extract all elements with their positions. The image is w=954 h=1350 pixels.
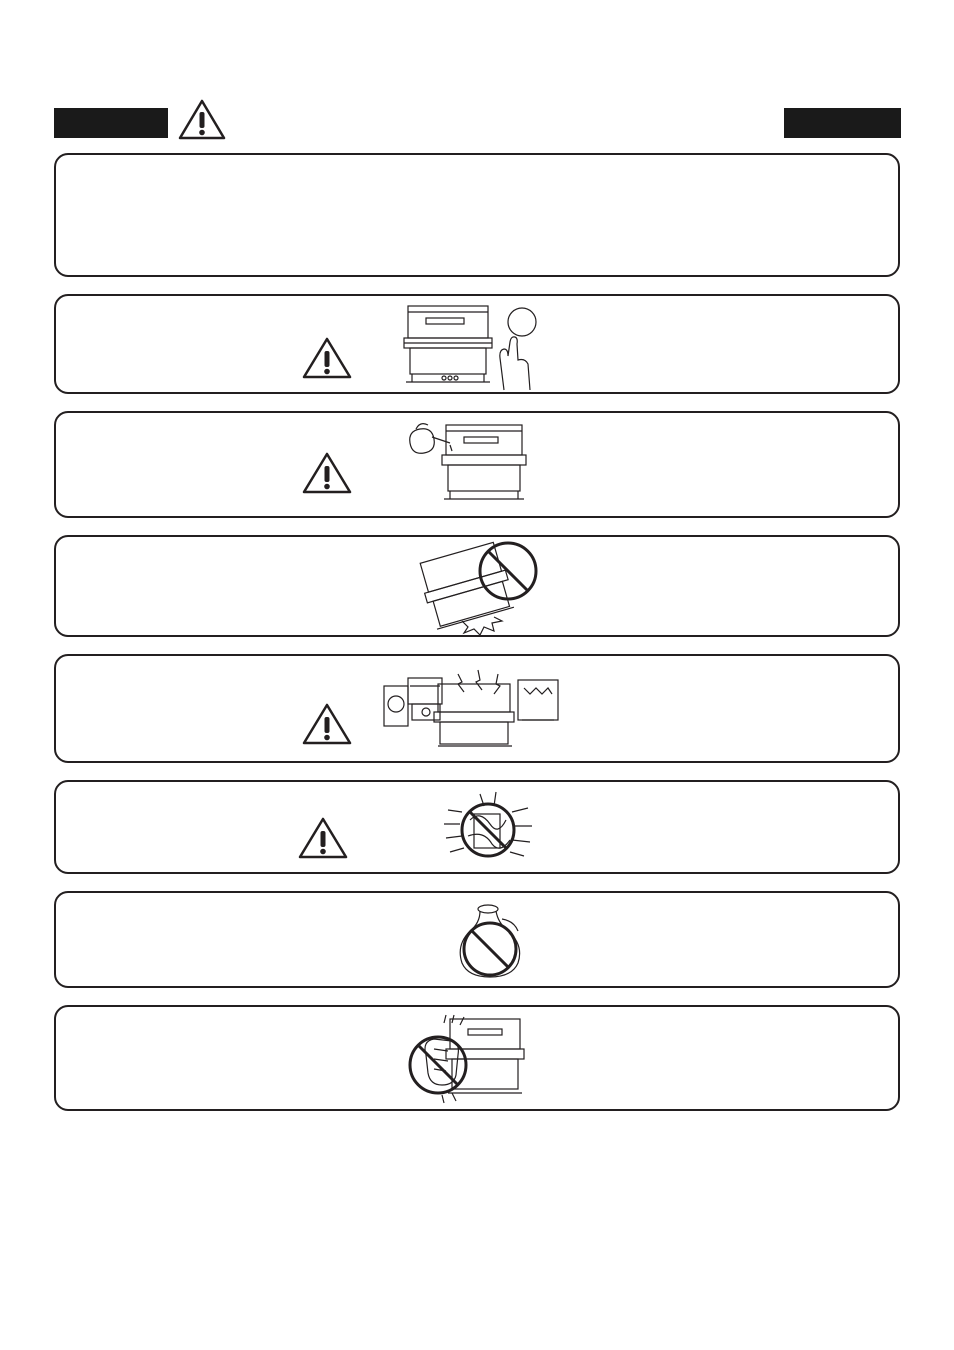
header-bar-right bbox=[784, 108, 901, 138]
warning-triangle-icon bbox=[302, 336, 352, 380]
safety-item-heat-humidity bbox=[54, 780, 900, 874]
safety-item-electronics-nearby bbox=[54, 654, 900, 763]
piano-falling-prohibited-icon bbox=[416, 541, 540, 637]
piano-with-hand-icon bbox=[400, 302, 538, 390]
safety-item-open-cabinet bbox=[54, 294, 900, 394]
piano-with-watering-can-icon bbox=[406, 421, 530, 507]
warning-triangle-icon bbox=[298, 816, 348, 860]
header-bar-left bbox=[54, 108, 168, 138]
warning-triangle-icon bbox=[302, 702, 352, 746]
warning-triangle-icon bbox=[178, 98, 226, 140]
safety-item-force-on-keys bbox=[54, 1005, 900, 1111]
fist-on-piano-prohibited-icon bbox=[404, 1015, 530, 1107]
safety-item-liquids bbox=[54, 411, 900, 518]
safety-item-vase-on-top bbox=[54, 891, 900, 988]
safety-item-tipping bbox=[54, 535, 900, 637]
intro-panel bbox=[54, 153, 900, 277]
piano-between-stereo-and-tv-icon bbox=[382, 664, 562, 754]
warning-triangle-icon bbox=[302, 451, 352, 495]
heater-prohibited-icon bbox=[440, 790, 536, 870]
vase-prohibited-icon bbox=[450, 901, 530, 983]
